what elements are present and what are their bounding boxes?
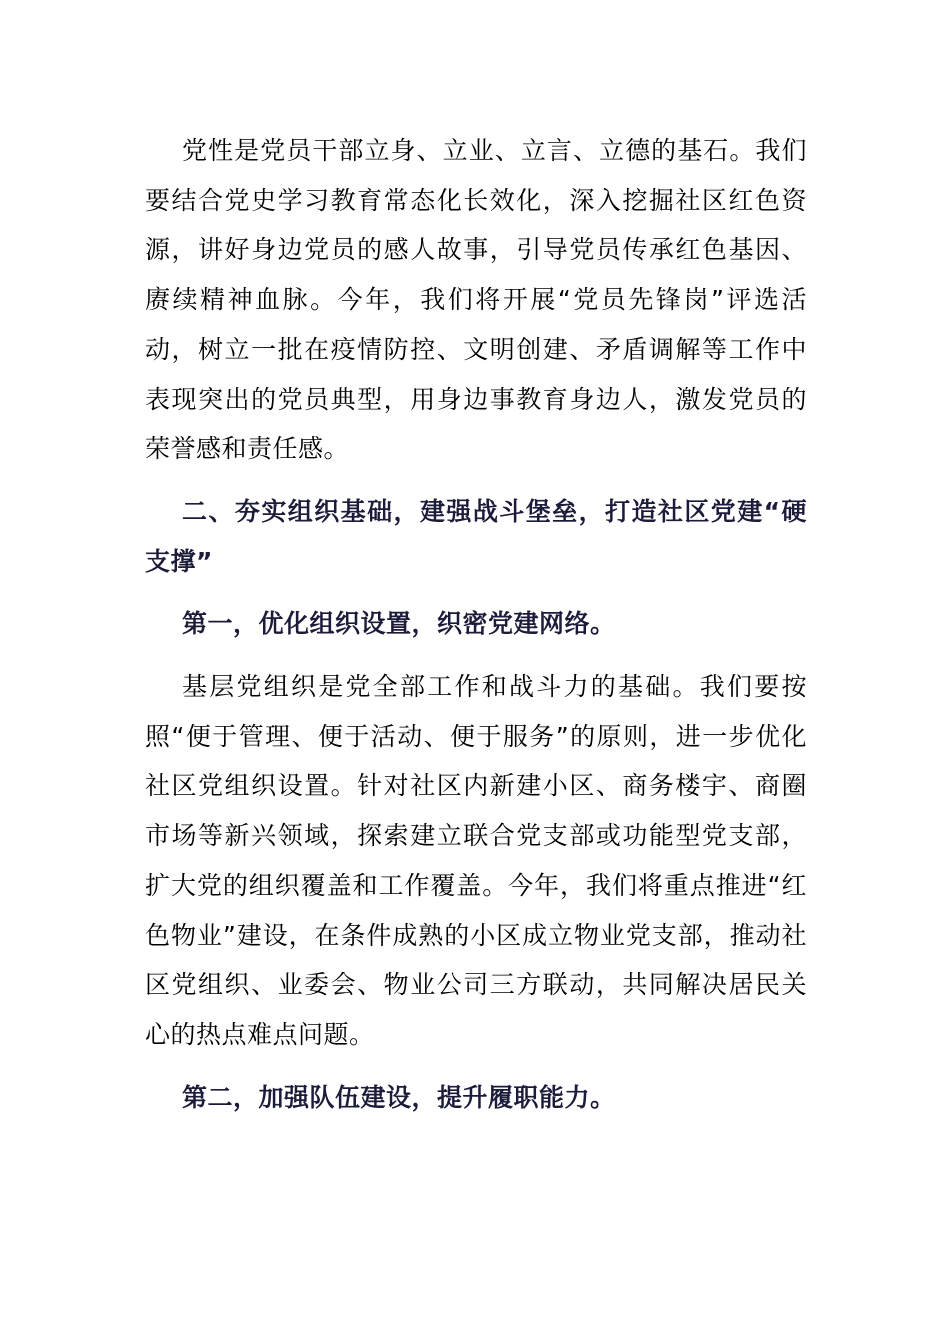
paragraph-party-spirit: 党性是党员干部立身、立业、立言、立德的基石。我们要结合党史学习教育常态化长效化，深入挖掘社区红色资源，讲好身边党员的感人故事，引导党员传承红色基因、赓续精神血脉。今年，我们将开展“党员先锋岗”评选活动，树立一批在疫情防控、文明创建、矛盾调解等工作中表现突出的党员典型，用身边事教育身边人，激发党员的荣誉感和责任感。: [145, 136, 807, 464]
subheading-optimize-organization: 第一，优化组织设置，织密党建网络。: [182, 609, 616, 639]
section-heading-2: 二、夯实组织基础，建强战斗堡垒，打造社区党建“硬支撑”: [145, 496, 807, 576]
paragraph-grassroots-organization: 基层党组织是党全部工作和战斗力的基础。我们要按照“便于管理、便于活动、便于服务”的原则，进一步优化社区党组织设置。针对社区内新建小区、商务楼宇、商圈市场等新兴领域，探索建立联合党支部或功能型党支部，扩大党的组织覆盖和工作覆盖。今年，我们将重点推进“红色物业”建设，在条件成熟的小区成立物业党支部，推动社区党组织、业委会、物业公司三方联动，共同解决居民关心的热点难点问题。: [145, 672, 807, 1049]
document-page: [145, 126, 807, 1122]
subheading-team-building: 第二，加强队伍建设，提升履职能力。: [182, 1082, 616, 1112]
